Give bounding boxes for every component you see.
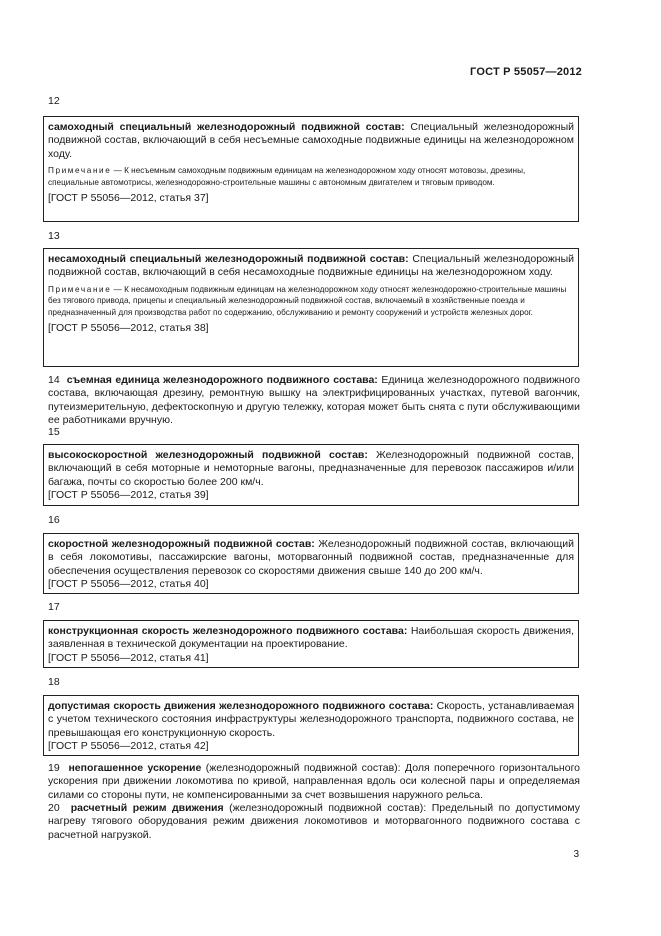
term: съемная единица железнодорожного подвижного состава:: [66, 374, 378, 386]
term-entry-19: [48, 762, 580, 802]
entry-number: 15: [48, 426, 60, 438]
source-reference: [ГОСТ Р 55056—2012, статья 42]: [48, 740, 209, 753]
definition-text: Железнодорожный подвижной состав, включающий в себя локомотивы, пассажирские вагоны, моторвагонный подвижной состав, предназначенные для обеспечения осуществления перевозок со скоростями движения свыше 140 до 200 км/ч.: [48, 538, 574, 577]
note-text: — К несамоходным подвижным единицам на железнодорожном ходу относят железнодорожно-строительные машины без тягового привода, прицепы и специальный железнодорожный подвижной состав, включаемый в хозяйственные поезда и предназначенный для производства работ по содержанию, обслуживанию и ремонту сооружений и устройств железных дорог.: [48, 284, 567, 317]
term-box-15: [43, 444, 579, 506]
term-box-17: [43, 620, 579, 668]
entry-number: 19: [48, 762, 60, 774]
term: допустимая скорость движения железнодорожного подвижного состава:: [48, 700, 434, 712]
qualifier: (железнодорожный подвижной состав):: [223, 802, 427, 814]
note-text: — К несъемным самоходным подвижным единицам на железнодорожном ходу относят мотовозы, дрезины, специальные автомотрисы, железнодорожно-строительные машины с автономным двигателем и тяговым приводом.: [48, 166, 526, 187]
definition: [48, 802, 580, 842]
definition: [48, 374, 580, 428]
term: несамоходный специальный железнодорожный подвижной состав:: [48, 253, 409, 265]
definition: [48, 253, 574, 280]
term-box-12: [43, 116, 579, 222]
standard-header: ГОСТ Р 55057—2012: [470, 66, 582, 78]
definition-text: Железнодорожный подвижной состав, включающий в себя моторные и немоторные вагоны, предназначенные для перевозок пассажиров и/или багажа, почты со скоростью более 200 км/ч.: [48, 449, 575, 488]
term-box-16: [43, 533, 579, 594]
term-box-13: [43, 248, 579, 367]
qualifier: (железнодорожный подвижной состав):: [201, 762, 401, 774]
source-reference: [ГОСТ Р 55056—2012, статья 39]: [48, 489, 209, 502]
definition-text: Скорость, устанавливаемая с учетом технического состояния инфраструктуры железнодорожного транспорта, подвижного состава, не превышающая его конструкционную скорость.: [48, 700, 575, 739]
definition-text: Предельный по допустимому нагреву тягового оборудования режим движения локомотивов и моторвагонного подвижного состава с расчетной нагрузкой.: [48, 802, 580, 841]
term: конструкционная скорость железнодорожного подвижного состава:: [48, 625, 408, 637]
term-box-18: [43, 695, 579, 756]
note: [48, 165, 574, 188]
note-label: Примечание: [48, 166, 112, 176]
definition-text: Специальный железнодорожный подвижной состав, включающий в себя несъемные самоходные подвижные единицы на железнодорожном ходу.: [48, 121, 574, 160]
definition: [48, 121, 574, 161]
entry-number: 18: [48, 676, 60, 688]
note: [48, 284, 574, 318]
page-number: 3: [573, 849, 579, 860]
entry-number: 17: [48, 601, 60, 613]
entry-number: 20: [48, 802, 60, 814]
source-reference: [ГОСТ Р 55056—2012, статья 41]: [48, 651, 209, 664]
term: скоростной железнодорожный подвижной состав:: [48, 538, 315, 550]
source-reference: [ГОСТ Р 55056—2012, статья 37]: [48, 192, 209, 205]
definition: [48, 625, 574, 652]
definition-text: Наибольшая скорость движения, заявленная в технической документации на проектирование.: [48, 625, 574, 651]
entry-number: 16: [48, 514, 60, 526]
source-reference: [ГОСТ Р 55056—2012, статья 38]: [48, 322, 209, 335]
term-entry-14: [48, 374, 580, 428]
definition: [48, 449, 574, 489]
definition: [48, 538, 574, 578]
definition: [48, 762, 580, 802]
definition: [48, 700, 574, 740]
source-reference: [ГОСТ Р 55056—2012, статья 40]: [48, 578, 209, 591]
term: непогашенное ускорение: [68, 762, 202, 774]
entry-number: 12: [48, 95, 60, 107]
term: высокоскоростной железнодорожный подвижной состав:: [48, 449, 368, 461]
term: расчетный режим движения: [70, 802, 224, 814]
entry-number: 13: [48, 230, 60, 242]
definition-text: Единица железнодорожного подвижного состава, включающая дрезину, ремонтную вышку на электрифицированных участках, путевой вагончик, путеизмерительную, дефектоскопную и другую тележку, которая может быть снята с пути обслуживающими ее работниками вручную.: [48, 374, 580, 427]
term: самоходный специальный железнодорожный подвижной состав:: [48, 121, 405, 133]
note-label: Примечание: [48, 284, 112, 294]
definition-text: Доля поперечного горизонтального ускорения при движении локомотива по кривой, направленная вдоль оси колесной пары и определяемая силами со стороны пути, не компенсированными за счет возвышения наружного рельса.: [48, 762, 581, 801]
entry-number: 14: [48, 374, 60, 386]
term-entry-20: [48, 802, 580, 842]
definition-text: Специальный железнодорожный подвижной состав, включающий в себя несамоходные подвижные единицы на железнодорожном ходу.: [48, 253, 574, 279]
